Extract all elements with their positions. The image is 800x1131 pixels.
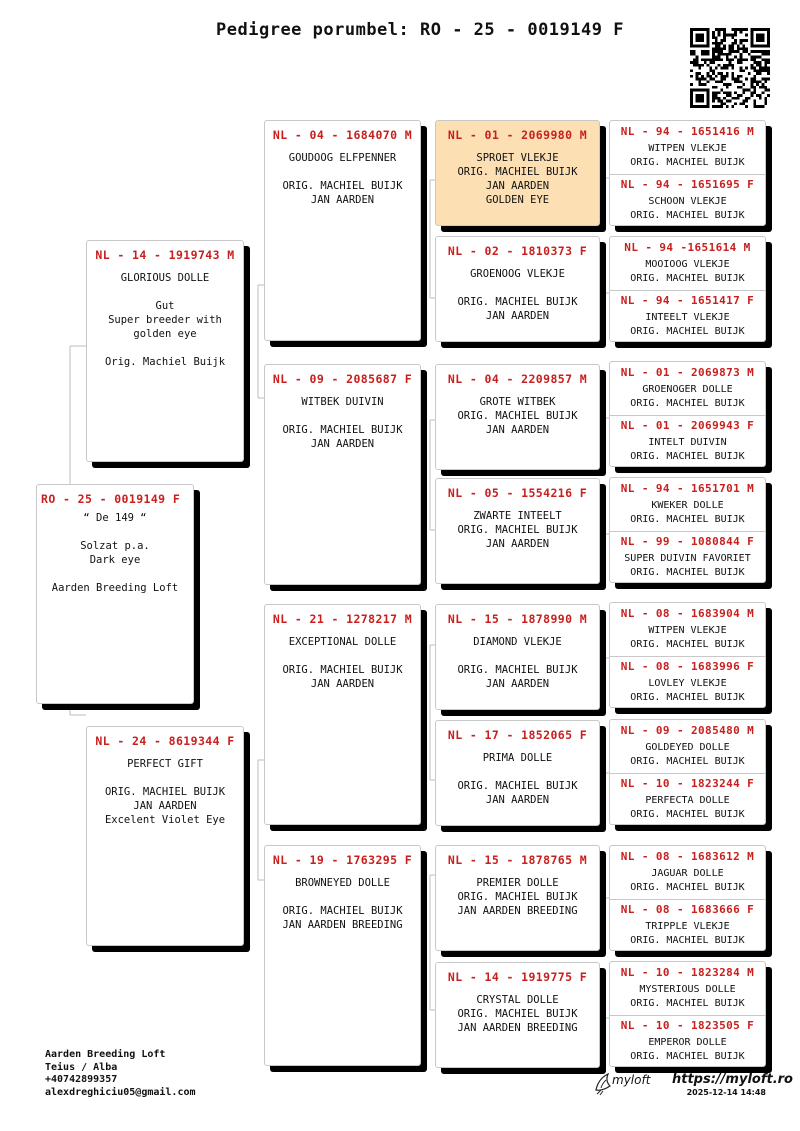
pigeon-info-line: ORIG. MACHIEL BUIJK [457, 780, 578, 792]
ring-number: NL - 10 - 1823284 M [620, 966, 755, 979]
ring-number: NL - 19 - 1763295 F [272, 853, 413, 867]
pigeon-info-line: JAN AARDEN BREEDING [282, 919, 403, 931]
great-great-grandparents-pair [609, 120, 766, 226]
sire-card [86, 240, 244, 462]
pigeon-info-line: WITPEN VLEKJE [648, 625, 727, 636]
ring-number: NL - 94 -1651614 M [624, 241, 751, 254]
great-grandparent-card [435, 845, 600, 951]
pigeon-info-line: EMPEROR DOLLE [648, 1037, 727, 1048]
great-great-grandparent-card [610, 773, 765, 825]
pigeon-info-line: Super breeder with [108, 314, 222, 326]
ring-number: NL - 01 - 2069873 M [620, 366, 755, 379]
grandparent-card [264, 845, 421, 1066]
ring-number: NL - 94 - 1651416 M [620, 125, 755, 138]
pigeon-info-line: ORIG. MACHIEL BUIJK [457, 524, 578, 536]
pigeon-info-line: ORIG. MACHIEL BUIJK [104, 786, 226, 798]
pigeon-info-line: GOLDEN EYE [485, 194, 550, 206]
pigeon-info-line: ORIG. MACHIEL BUIJK [457, 410, 578, 422]
pigeon-info-line: GOUDOOG ELFPENNER [288, 152, 397, 164]
great-great-grandparent-card [610, 415, 765, 467]
ring-number: NL - 09 - 2085480 M [620, 724, 755, 737]
pigeon-info-line: ORIG. MACHIEL BUIJK [630, 882, 745, 893]
loft-email: alexdreghiciu05@gmail.com [45, 1086, 196, 1098]
pigeon-info-line: WITBEK DUIVIN [301, 396, 384, 408]
pigeon-info-line: GOLDEYED DOLLE [645, 742, 730, 753]
loft-location: Teius / Alba [45, 1061, 118, 1073]
grandparent-card [264, 120, 421, 341]
pigeon-info-line: ORIG. MACHIEL BUIJK [630, 1051, 745, 1062]
pigeon-info-line: Dark eye [89, 554, 141, 566]
pigeon-info-line: Solzat p.a. [80, 540, 150, 552]
great-great-grandparents-pair [609, 845, 766, 951]
pigeon-info-line: ORIG. MACHIEL BUIJK [630, 157, 745, 168]
loft-name: Aarden Breeding Loft [45, 1049, 166, 1060]
pigeon-info-line: JAN AARDEN [485, 310, 550, 322]
pigeon-info-line: ORIG. MACHIEL BUIJK [282, 664, 403, 676]
pigeon-info-line: JAN AARDEN [485, 424, 550, 436]
great-great-grandparent-card [610, 720, 765, 774]
great-grandparent-card [435, 604, 600, 710]
pigeon-info-line: ORIG. MACHIEL BUIJK [630, 326, 745, 337]
ring-number: NL - 04 - 2209857 M [447, 372, 588, 386]
great-great-grandparents-pair [609, 961, 766, 1067]
ring-number: NL - 14 - 1919775 F [447, 970, 588, 984]
pigeon-info-line: Aarden Breeding Loft [51, 582, 179, 594]
great-great-grandparent-card [610, 362, 765, 416]
pigeon-info-line: BROWNEYED DOLLE [295, 877, 390, 889]
pigeon-info-line: ORIG. MACHIEL BUIJK [457, 891, 578, 903]
pigeon-info-line: PERFECTA DOLLE [645, 795, 730, 806]
pigeon-info-line: ORIG. MACHIEL BUIJK [630, 756, 745, 767]
pigeon-info-line: ORIG. MACHIEL BUIJK [630, 809, 745, 820]
ring-number: NL - 94 - 1651701 M [620, 482, 755, 495]
great-great-grandparent-card [610, 290, 765, 342]
pigeon-info-line: PERFECT GIFT [127, 758, 203, 770]
ring-number: NL - 02 - 1810373 F [447, 244, 588, 258]
great-great-grandparent-card [610, 174, 765, 226]
pigeon-info-line: JAN AARDEN [485, 678, 550, 690]
ring-number: NL - 08 - 1683666 F [620, 903, 755, 916]
great-great-grandparents-pair [609, 602, 766, 708]
pigeon-info-line: LOVLEY VLEKJE [648, 678, 727, 689]
great-great-grandparent-card [610, 237, 765, 291]
pigeon-info-line: MOOIOOG VLEKJE [645, 259, 730, 270]
pigeon-info-line: JAN AARDEN [310, 194, 375, 206]
ring-number: NL - 99 - 1080844 F [620, 535, 755, 548]
pigeon-info-line: ORIG. MACHIEL BUIJK [630, 998, 745, 1009]
grandparent-card [264, 364, 421, 585]
website-url[interactable]: https://myloft.ro [672, 1072, 793, 1087]
pigeon-info-line: ORIG. MACHIEL BUIJK [630, 451, 745, 462]
ring-number: NL - 10 - 1823505 F [620, 1019, 755, 1032]
pigeon-info-line: JAN AARDEN BREEDING [457, 1022, 578, 1034]
great-great-grandparent-card [610, 846, 765, 900]
pigeon-info-line: ORIG. MACHIEL BUIJK [630, 692, 745, 703]
ring-number: NL - 17 - 1852065 F [447, 728, 588, 742]
great-great-grandparents-pair [609, 719, 766, 825]
pigeon-info-line: ORIG. MACHIEL BUIJK [630, 514, 745, 525]
pigeon-info-line: JAN AARDEN BREEDING [457, 905, 578, 917]
pigeon-info-line: ORIG. MACHIEL BUIJK [630, 567, 745, 578]
pigeon-info-line: ZWARTE INTEELT [473, 510, 562, 522]
great-great-grandparent-card [610, 603, 765, 657]
pigeon-info-line: JAN AARDEN [133, 800, 197, 812]
ring-number: NL - 08 - 1683904 M [620, 607, 755, 620]
ring-number: NL - 94 - 1651695 F [620, 178, 755, 191]
pigeon-info-line: ORIG. MACHIEL BUIJK [457, 664, 578, 676]
pigeon-info-line: PREMIER DOLLE [476, 877, 559, 889]
pigeon-info-line: ORIG. MACHIEL BUIJK [282, 180, 403, 192]
pigeon-info-line: ORIG. MACHIEL BUIJK [457, 166, 578, 178]
pigeon-info-line: EXCEPTIONAL DOLLE [288, 636, 397, 648]
pigeon-info-line: ORIG. MACHIEL BUIJK [630, 935, 745, 946]
ring-number: NL - 08 - 1683996 F [620, 660, 755, 673]
pigeon-info-line: JAN AARDEN [485, 180, 550, 192]
grandparent-card [264, 604, 421, 825]
pigeon-info-line: ORIG. MACHIEL BUIJK [630, 210, 745, 221]
print-date: 2025-12-14 14:48 [686, 1088, 766, 1097]
pigeon-info-line: Orig. Machiel Buijk [104, 356, 226, 368]
loft-contact [45, 1049, 196, 1099]
pigeon-info-line: SCHOON VLEKJE [648, 196, 727, 207]
pigeon-info-line: SUPER DUIVIN FAVORIET [624, 553, 751, 564]
brand-name: myloft [612, 1073, 651, 1087]
ring-number: NL - 15 - 1878990 M [447, 612, 588, 626]
pigeon-info-line: INTEELT VLEKJE [645, 312, 730, 323]
pigeon-info-line: GROENOOG VLEKJE [470, 268, 565, 280]
pigeon-info-line: GLORIOUS DOLLE [120, 272, 210, 284]
ring-number: NL - 08 - 1683612 M [620, 850, 755, 863]
great-great-grandparent-card [610, 531, 765, 583]
ring-number: NL - 14 - 1919743 M [95, 248, 235, 262]
pigeon-info-line: TRIPPLE VLEKJE [645, 921, 730, 932]
pigeon-info-line: JAN AARDEN [310, 438, 375, 450]
ring-number: NL - 05 - 1554216 F [447, 486, 588, 500]
pigeon-info-line: DIAMOND VLEKJE [473, 636, 562, 648]
pigeon-info-line: Excelent Violet Eye [104, 814, 226, 826]
pigeon-info-line: ORIG. MACHIEL BUIJK [630, 273, 745, 284]
ring-number: NL - 09 - 2085687 F [272, 372, 413, 386]
pigeon-card [36, 484, 194, 704]
great-grandparent-card [435, 720, 600, 826]
pigeon-info-line: ORIG. MACHIEL BUIJK [630, 639, 745, 650]
great-great-grandparents-pair [609, 236, 766, 342]
great-great-grandparents-pair [609, 477, 766, 583]
great-grandparent-card [435, 478, 600, 584]
ring-number: NL - 01 - 2069943 F [620, 419, 755, 432]
great-grandparent-card [435, 962, 600, 1068]
ring-number: NL - 94 - 1651417 F [620, 294, 755, 307]
great-great-grandparents-pair [609, 361, 766, 467]
great-great-grandparent-card [610, 478, 765, 532]
pigeon-info-line: ORIG. MACHIEL BUIJK [282, 905, 403, 917]
pigeon-info-line: JAN AARDEN [485, 794, 550, 806]
pigeon-info-line: golden eye [133, 328, 197, 340]
ring-number: NL - 04 - 1684070 M [272, 128, 413, 142]
ring-number: NL - 15 - 1878765 M [447, 853, 588, 867]
pigeon-info-line: Gut [155, 300, 175, 312]
pigeon-info-line: SPROET VLEKJE [476, 152, 559, 164]
great-great-grandparent-card [610, 962, 765, 1016]
great-grandparent-card [435, 364, 600, 470]
ring-number: NL - 24 - 8619344 F [95, 734, 235, 748]
pigeon-info-line: “ De 149 “ [83, 512, 147, 524]
pigeon-info-line: WITPEN VLEKJE [648, 143, 727, 154]
ring-number: RO - 25 - 0019149 F [41, 492, 181, 506]
pigeon-info-line: JAGUAR DOLLE [651, 868, 724, 879]
great-grandparent-card [435, 236, 600, 342]
pigeon-info-line: ORIG. MACHIEL BUIJK [282, 424, 403, 436]
ring-number: NL - 21 - 1278217 M [272, 612, 413, 626]
great-great-grandparent-card [610, 656, 765, 708]
pigeon-info-line: GROENOGER DOLLE [642, 384, 733, 395]
pigeon-info-line: ORIG. MACHIEL BUIJK [457, 1008, 578, 1020]
loft-phone: +40742899357 [45, 1074, 118, 1085]
great-great-grandparent-card [610, 1015, 765, 1067]
pigeon-info-line: ORIG. MACHIEL BUIJK [457, 296, 578, 308]
pigeon-info-line: MYSTERIOUS DOLLE [639, 984, 736, 995]
great-great-grandparent-card [610, 121, 765, 175]
pigeon-info-line: KWEKER DOLLE [651, 500, 724, 511]
ring-number: NL - 01 - 2069980 M [447, 128, 588, 142]
pigeon-info-line: INTELT DUIVIN [648, 437, 727, 448]
great-great-grandparent-card [610, 899, 765, 951]
pigeon-info-line: CRYSTAL DOLLE [476, 994, 559, 1006]
dam-card [86, 726, 244, 946]
pigeon-info-line: JAN AARDEN [485, 538, 550, 550]
great-grandparent-card [435, 120, 600, 226]
pigeon-info-line: GROTE WITBEK [479, 396, 556, 408]
ring-number: NL - 10 - 1823244 F [620, 777, 755, 790]
pigeon-info-line: PRIMA DOLLE [482, 752, 553, 764]
page-title: Pedigree porumbel: RO - 25 - 0019149 F [216, 20, 624, 40]
pigeon-info-line: JAN AARDEN [310, 678, 375, 690]
pigeon-info-line: ORIG. MACHIEL BUIJK [630, 398, 745, 409]
